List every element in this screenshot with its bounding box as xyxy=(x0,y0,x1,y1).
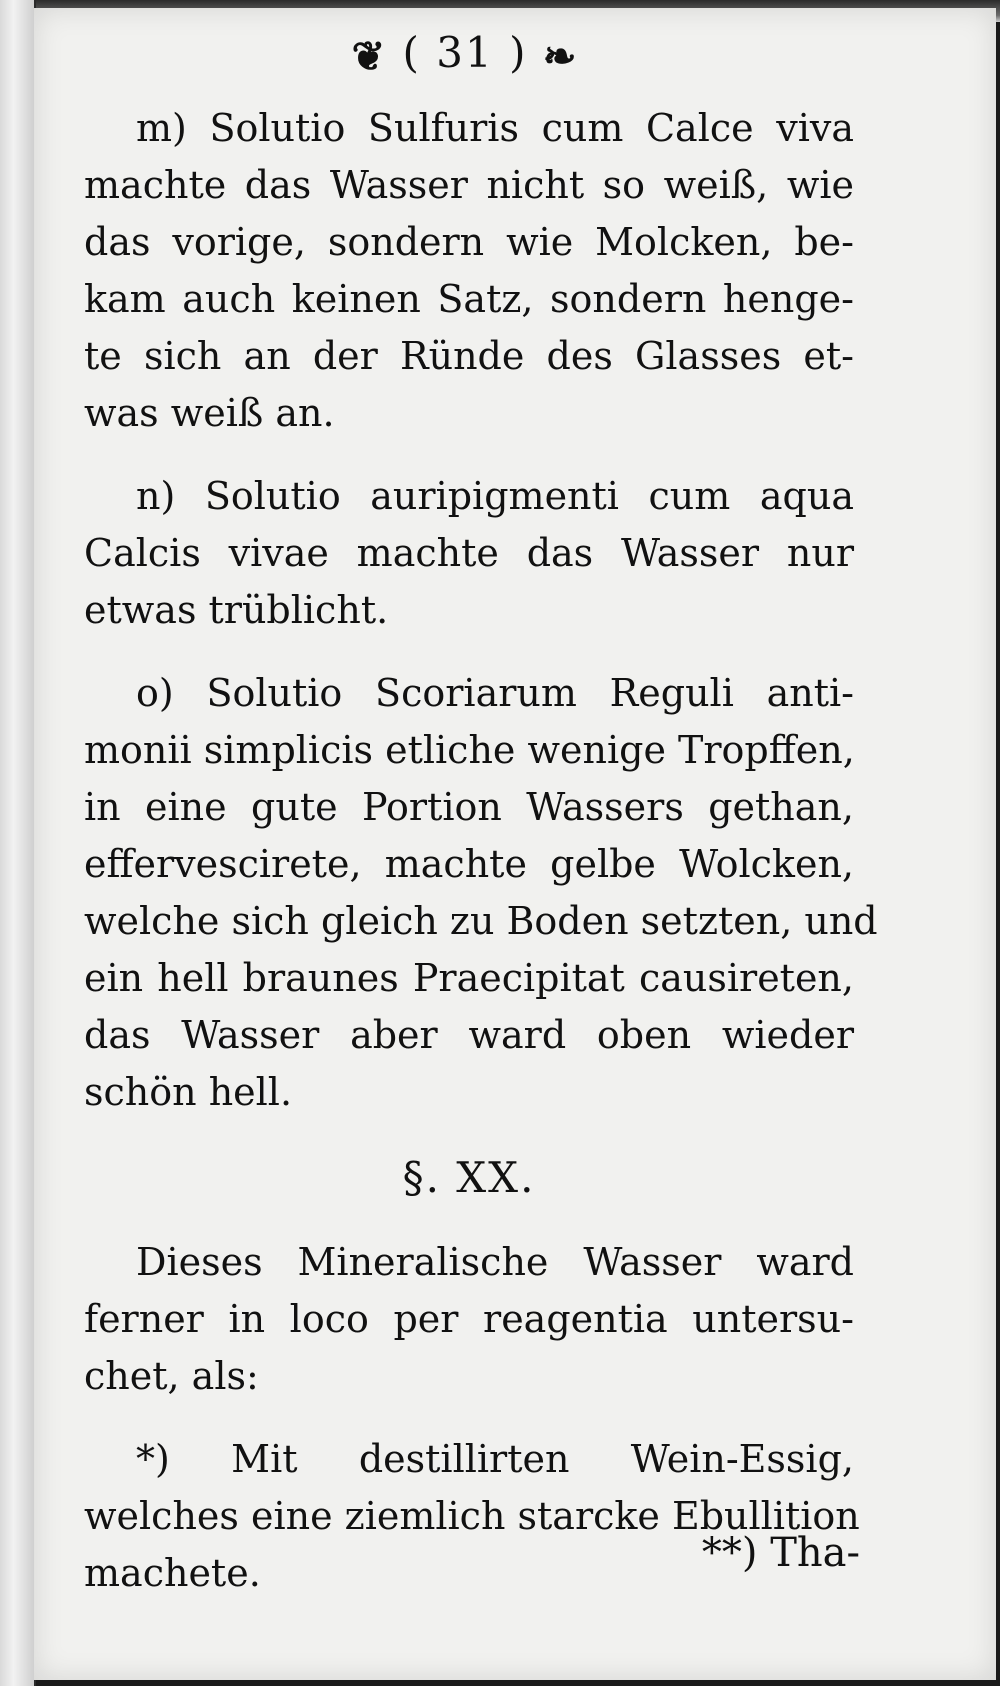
text-line: kam auch keinen Satz, sondern henge- xyxy=(84,277,854,321)
page-header: ❦ ( 31 ) ❧ xyxy=(351,28,579,80)
text-line: ein hell braunes Praecipitat causireten, xyxy=(84,956,854,1000)
book-spine xyxy=(0,0,36,1686)
text-line: das vorige, sondern wie Molcken, be- xyxy=(84,220,854,264)
section-heading: §. XX. xyxy=(402,1153,536,1202)
text-line: was weiß an. xyxy=(84,391,335,435)
note-paragraph xyxy=(84,1431,860,1602)
text-line: Calcis vivae machte das Wasser nur xyxy=(84,531,854,575)
text-line: m) Solutio Sulfuris cum Calce viva xyxy=(136,106,854,150)
text-line: das Wasser aber ward oben wieder xyxy=(84,1013,854,1057)
text-line: ferner in loco per reagentia untersu- xyxy=(84,1297,854,1341)
text-line: schön hell. xyxy=(84,1070,293,1114)
text-line: chet, als: xyxy=(84,1354,259,1398)
text-line: machte das Wasser nicht so weiß, wie xyxy=(84,163,854,207)
catchword: **) Tha- xyxy=(701,1530,860,1576)
text-line: machete. xyxy=(84,1551,261,1595)
text-line: welche sich gleich zu Boden setzten, und xyxy=(84,899,878,943)
paragraph-n xyxy=(84,468,854,639)
page-number: 31 xyxy=(436,28,494,77)
section-paragraph xyxy=(84,1234,854,1405)
text-line: n) Solutio auripigmenti cum aqua xyxy=(136,474,854,518)
text-line: *) Mit destillirten Wein-Essig, xyxy=(136,1437,854,1481)
text-line: monii simplicis etliche wenige Tropffen, xyxy=(84,728,855,772)
text-line: effervescirete, machte gelbe Wolcken, xyxy=(84,842,854,886)
text-line: te sich an der Ründe des Glasses et- xyxy=(84,334,854,378)
body-text xyxy=(84,100,878,1628)
text-line: etwas trüblicht. xyxy=(84,588,389,632)
ornament-right-icon: ❧ xyxy=(542,32,579,80)
ornament-left-icon: ❦ xyxy=(351,32,388,80)
text-line: welches eine ziemlich starcke Ebullition xyxy=(84,1494,860,1538)
text-line: Dieses Mineralische Wasser ward xyxy=(136,1240,854,1284)
paragraph-o xyxy=(84,665,878,1121)
text-line: in eine gute Portion Wassers gethan, xyxy=(84,785,854,829)
paragraph-m xyxy=(84,100,854,442)
text-line: o) Solutio Scoriarum Reguli anti- xyxy=(136,671,854,715)
